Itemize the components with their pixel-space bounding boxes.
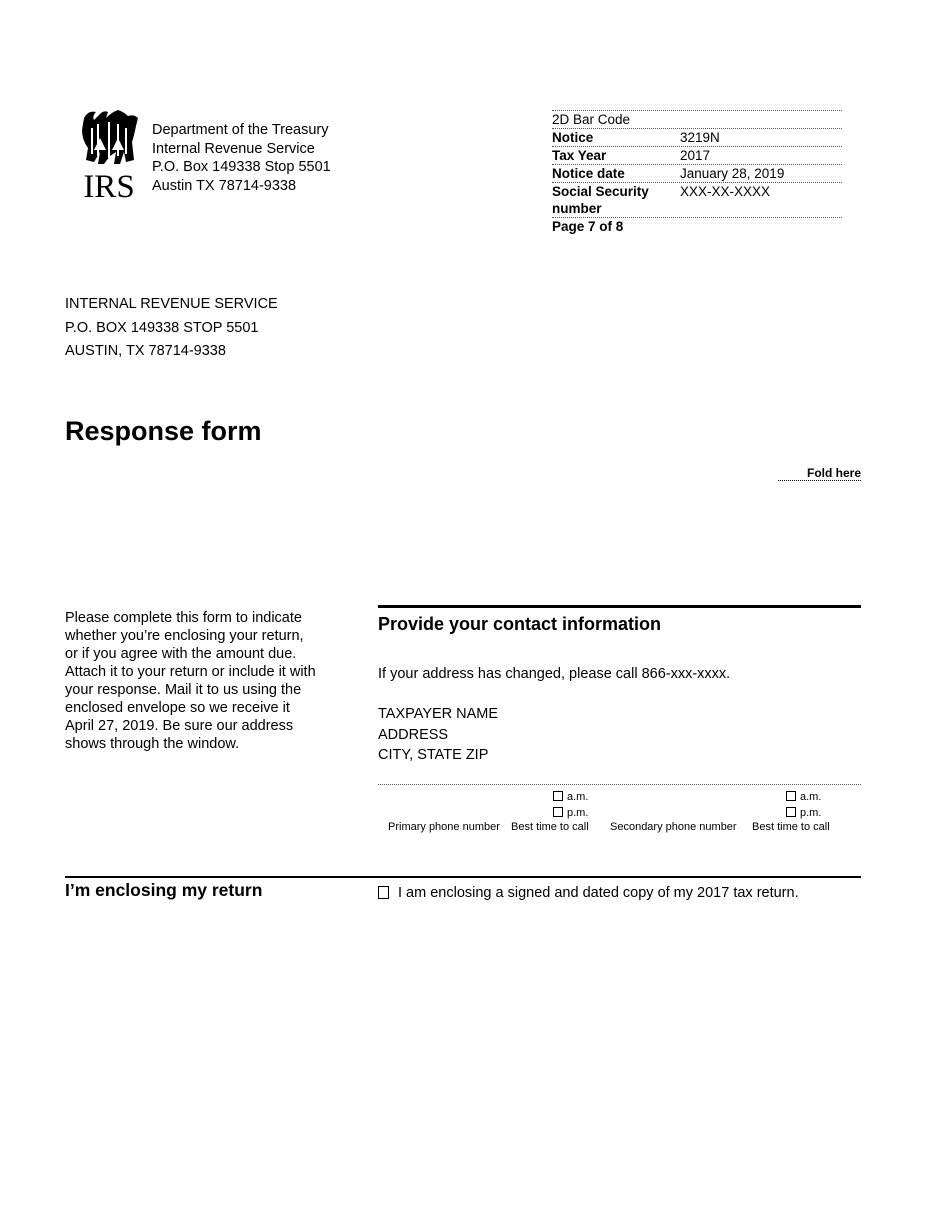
primary-pm-label: p.m. xyxy=(567,807,589,819)
sender-address xyxy=(152,121,331,195)
primary-best-time-options xyxy=(553,789,588,821)
taxpayer-city-state-zip: CITY, STATE ZIP xyxy=(378,747,489,763)
address-change-note: If your address has changed, please call 866-xxx-xxxx. xyxy=(378,666,731,682)
notice-value: 3219N xyxy=(680,130,720,145)
secondary-pm-label: p.m. xyxy=(800,807,822,819)
notice-date-row xyxy=(552,165,842,183)
primary-best-time-label: Best time to call xyxy=(511,821,589,833)
enclosing-statement: I am enclosing a signed and dated copy of my 2017 tax return. xyxy=(398,885,799,901)
ssn-row xyxy=(552,183,842,218)
primary-am-checkbox[interactable] xyxy=(553,791,563,801)
enclosing-heading: I’m enclosing my return xyxy=(65,880,263,900)
barcode-label: 2D Bar Code xyxy=(552,112,631,127)
notice-date-value: January 28, 2019 xyxy=(680,166,785,181)
return-address-line-3: AUSTIN, TX 78714-9338 xyxy=(65,343,226,359)
secondary-pm-checkbox[interactable] xyxy=(786,807,796,817)
secondary-am-label: a.m. xyxy=(800,791,822,803)
sender-line-4: Austin TX 78714-9338 xyxy=(152,177,297,194)
primary-pm-option[interactable] xyxy=(553,805,588,821)
primary-am-label: a.m. xyxy=(567,791,589,803)
primary-phone-label: Primary phone number xyxy=(388,821,500,833)
return-address xyxy=(65,293,278,364)
taxpayer-address-block xyxy=(378,704,498,766)
sender-line-1: Department of the Treasury xyxy=(152,122,329,138)
secondary-best-time-options xyxy=(786,789,821,821)
tax-year-row xyxy=(552,147,842,165)
barcode-row xyxy=(552,110,842,129)
irs-logo xyxy=(78,108,140,200)
instructions-text: Please complete this form to indicate whether you’re enclosing your return, or if you agree with the amount due. Attach it to your return or include it with your response. Mail it to us using the enclosed envelope so we receive it April 27, 2019. Be sure our address shows through the window. xyxy=(65,610,316,752)
fold-here-marker: Fold here xyxy=(778,466,861,481)
secondary-phone-label: Secondary phone number xyxy=(610,821,737,833)
taxpayer-name: TAXPAYER NAME xyxy=(378,706,499,722)
notice-date-label: Notice date xyxy=(552,166,625,181)
ssn-label: Social Security number xyxy=(552,184,649,216)
secondary-pm-option[interactable] xyxy=(786,805,821,821)
taxpayer-address: ADDRESS xyxy=(378,726,449,743)
notice-info-table xyxy=(552,110,842,235)
secondary-am-option[interactable] xyxy=(786,789,821,805)
page-title: Response form xyxy=(65,416,262,446)
primary-pm-checkbox[interactable] xyxy=(553,807,563,817)
contact-section-rule xyxy=(378,605,861,608)
page-number: Page 7 of 8 xyxy=(552,219,624,234)
ssn-value: XXX-XX-XXXX xyxy=(680,184,771,199)
enclosing-return-checkbox[interactable] xyxy=(378,886,389,899)
sender-line-3: P.O. Box 149338 Stop 5501 xyxy=(152,159,331,175)
return-address-line-1: INTERNAL REVENUE SERVICE xyxy=(65,296,278,312)
primary-am-option[interactable] xyxy=(553,789,588,805)
sender-line-2: Internal Revenue Service xyxy=(152,140,315,157)
secondary-best-time-label: Best time to call xyxy=(752,821,830,833)
notice-label: Notice xyxy=(552,130,594,145)
notice-row xyxy=(552,129,842,147)
irs-logo-text: IRS xyxy=(83,169,135,200)
enclosing-section-rule xyxy=(65,876,861,878)
contact-heading: Provide your contact information xyxy=(378,614,662,634)
return-address-line-2: P.O. BOX 149338 STOP 5501 xyxy=(65,319,259,336)
tax-year-label: Tax Year xyxy=(552,148,607,163)
secondary-am-checkbox[interactable] xyxy=(786,791,796,801)
phone-entry-line[interactable] xyxy=(378,784,861,785)
tax-year-value: 2017 xyxy=(680,148,711,163)
